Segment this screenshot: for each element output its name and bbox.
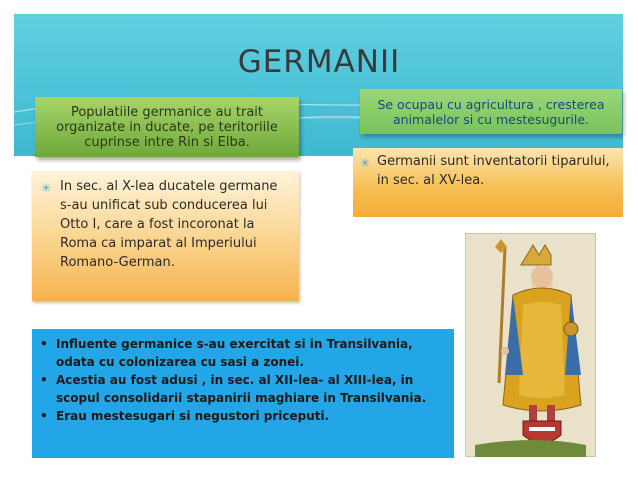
list-item-text: Acestia au fost adusi , in sec. al XII-lea- al XIII-lea, in scopul consolidarii stapanirii maghiare in Transilvania.: [56, 373, 427, 405]
orange-box-left-text: In sec. al X-lea ducatele germane s-au unificat sub conducerea lui Otto I, care a fost incoronat la Roma ca imparat al Imperiului Romano-German.: [60, 179, 278, 270]
list-item-text: Influente germanice s-au exercitat si in Transilvania, odata cu colonizarea cu sasi a zonei.: [56, 337, 413, 369]
green-box-left: [35, 97, 299, 157]
orange-box-right: [353, 148, 623, 217]
green-box-right: [360, 89, 622, 134]
list-item: • Erau mestesugari si negustori priceputi.: [40, 409, 330, 423]
list-item-text: Erau mestesugari si negustori priceputi.: [56, 409, 330, 423]
otto-i-portrait: [465, 233, 596, 457]
green-box-left-text: Populatiile germanice au trait organizate in ducate, pe teritoriile cuprinse intre Rin si Elba.: [56, 104, 278, 150]
orange-box-left: [32, 171, 299, 301]
green-box-right-text: Se ocupau cu agricultura , cresterea animalelor si cu mestesugurile.: [377, 96, 605, 127]
list-item: • Influente germanice s-au exercitat si in Transilvania, odata cu colonizarea cu sasi a zonei.: [40, 337, 413, 369]
list-item: • Acestia au fost adusi , in sec. al XII-lea- al XIII-lea, in scopul consolidarii stapanirii maghiare in Transilvania.: [40, 373, 427, 405]
blue-box-list: [40, 335, 446, 425]
asterisk-bullet-icon: ✳: [360, 156, 371, 170]
orange-box-right-text: Germanii sunt inventatorii tiparului, in sec. al XV-lea.: [377, 154, 610, 188]
blue-box: [32, 329, 454, 458]
page-title: GERMANII: [237, 44, 401, 80]
asterisk-bullet-icon: ✳: [41, 181, 52, 195]
